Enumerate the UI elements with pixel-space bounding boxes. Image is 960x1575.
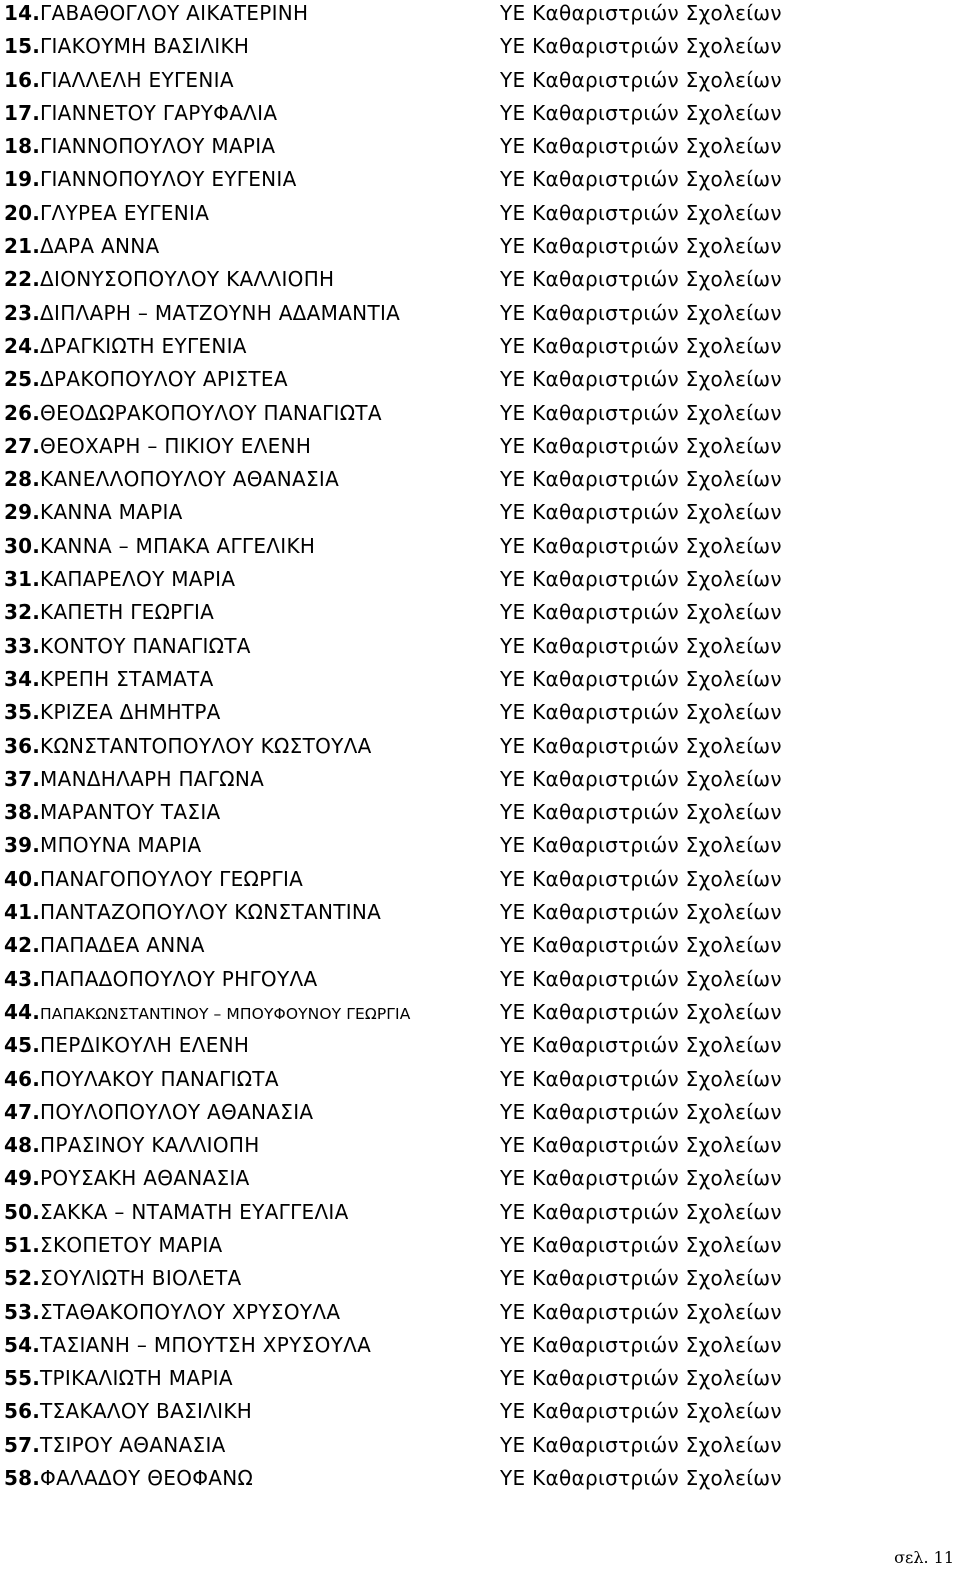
employee-role: ΥΕ Καθαριστριών Σχολείων — [500, 1166, 782, 1191]
employee-role: ΥΕ Καθαριστριών Σχολείων — [500, 1199, 782, 1224]
list-item — [4, 233, 944, 266]
item-number: 28. — [4, 467, 41, 492]
employee-name: ΓΙΑΛΛΕΛΗ ΕΥΓΕΝΙΑ — [40, 67, 234, 92]
employee-name: ΚΩΝΣΤΑΝΤΟΠΟΥΛΟΥ ΚΩΣΤΟΥΛΑ — [40, 733, 372, 758]
list-item — [4, 533, 944, 566]
employee-role: ΥΕ Καθαριστριών Σχολείων — [500, 1466, 782, 1491]
list-item — [4, 400, 944, 433]
employee-name: ΚΡΙΖΕΑ ΔΗΜΗΤΡΑ — [40, 700, 221, 725]
item-number: 37. — [4, 766, 41, 791]
employee-role: ΥΕ Καθαριστριών Σχολείων — [500, 200, 782, 225]
employee-role: ΥΕ Καθαριστριών Σχολείων — [500, 400, 782, 425]
employee-name: ΚΟΝΤΟΥ ΠΑΝΑΓΙΩΤΑ — [40, 633, 251, 658]
employee-name: ΓΙΑΝΝΕΤΟΥ ΓΑΡΥΦΑΛΙΑ — [40, 100, 278, 125]
item-number: 32. — [4, 600, 41, 625]
item-number: 46. — [4, 1066, 41, 1091]
item-number: 30. — [4, 533, 41, 558]
employee-role: ΥΕ Καθαριστριών Σχολείων — [500, 467, 782, 492]
employee-role: ΥΕ Καθαριστριών Σχολείων — [500, 1366, 782, 1391]
list-item — [4, 1066, 944, 1099]
item-number: 44. — [4, 999, 41, 1024]
employee-role: ΥΕ Καθαριστριών Σχολείων — [500, 733, 782, 758]
employee-role: ΥΕ Καθαριστριών Σχολείων — [500, 999, 782, 1024]
list-item — [4, 1365, 944, 1398]
item-number: 36. — [4, 733, 41, 758]
employee-role: ΥΕ Καθαριστριών Σχολείων — [500, 966, 782, 991]
employee-role: ΥΕ Καθαριστριών Σχολείων — [500, 1099, 782, 1124]
item-number: 51. — [4, 1232, 41, 1257]
list-item — [4, 1032, 944, 1065]
employee-name: ΣΚΟΠΕΤΟΥ ΜΑΡΙΑ — [40, 1232, 223, 1257]
list-item — [4, 766, 944, 799]
employee-name: ΤΑΣΙΑΝΗ – ΜΠΟΥΤΣΗ ΧΡΥΣΟΥΛΑ — [40, 1332, 372, 1357]
employee-role: ΥΕ Καθαριστριών Σχολείων — [500, 633, 782, 658]
employee-name: ΘΕΟΔΩΡΑΚΟΠΟΥΛΟΥ ΠΑΝΑΓΙΩΤΑ — [40, 400, 382, 425]
item-number: 40. — [4, 866, 41, 891]
employee-name: ΚΑΝΝΑ – ΜΠΑΚΑ ΑΓΓΕΛΙΚΗ — [40, 533, 316, 558]
list-item — [4, 932, 944, 965]
item-number: 42. — [4, 933, 41, 958]
list-item — [4, 133, 944, 166]
employee-name: ΣΤΑΘΑΚΟΠΟΥΛΟΥ ΧΡΥΣΟΥΛΑ — [40, 1299, 341, 1324]
employee-name: ΚΑΠΑΡΕΛΟΥ ΜΑΡΙΑ — [40, 567, 236, 592]
employee-role: ΥΕ Καθαριστριών Σχολείων — [500, 134, 782, 159]
list-item — [4, 0, 944, 33]
employee-role: ΥΕ Καθαριστριών Σχολείων — [500, 34, 782, 59]
item-number: 34. — [4, 666, 41, 691]
employee-role: ΥΕ Καθαριστριών Σχολείων — [500, 234, 782, 259]
list-item — [4, 1265, 944, 1298]
item-number: 15. — [4, 34, 41, 59]
page-number: σελ. 11 — [894, 1548, 954, 1567]
employee-role: ΥΕ Καθαριστριών Σχολείων — [500, 500, 782, 525]
list-item — [4, 1165, 944, 1198]
employee-name: ΚΑΝΕΛΛΟΠΟΥΛΟΥ ΑΘΑΝΑΣΙΑ — [40, 467, 340, 492]
employee-name: ΓΙΑΝΝΟΠΟΥΛΟΥ ΕΥΓΕΝΙΑ — [40, 167, 297, 192]
list-item — [4, 33, 944, 66]
employee-role: ΥΕ Καθαριστριών Σχολείων — [500, 267, 782, 292]
employee-role: ΥΕ Καθαριστριών Σχολείων — [500, 533, 782, 558]
employee-role: ΥΕ Καθαριστριών Σχολείων — [500, 300, 782, 325]
item-number: 27. — [4, 433, 41, 458]
list-item — [4, 666, 944, 699]
item-number: 39. — [4, 833, 41, 858]
employee-role: ΥΕ Καθαριστριών Σχολείων — [500, 1299, 782, 1324]
employee-name: ΓΙΑΝΝΟΠΟΥΛΟΥ ΜΑΡΙΑ — [40, 134, 276, 159]
item-number: 49. — [4, 1166, 41, 1191]
employee-name: ΠΑΝΤΑΖΟΠΟΥΛΟΥ ΚΩΝΣΤΑΝΤΙΝΑ — [40, 900, 382, 925]
list-item — [4, 832, 944, 865]
list-item — [4, 1432, 944, 1465]
employee-name: ΚΡΕΠΗ ΣΤΑΜΑΤΑ — [40, 666, 214, 691]
item-number: 14. — [4, 1, 41, 25]
item-number: 17. — [4, 100, 41, 125]
item-number: 21. — [4, 234, 41, 259]
employee-role: ΥΕ Καθαριστριών Σχολείων — [500, 433, 782, 458]
employee-role: ΥΕ Καθαριστριών Σχολείων — [500, 900, 782, 925]
item-number: 45. — [4, 1033, 41, 1058]
employee-name: ΡΟΥΣΑΚΗ ΑΘΑΝΑΣΙΑ — [40, 1166, 250, 1191]
item-number: 38. — [4, 800, 41, 825]
list-item — [4, 1132, 944, 1165]
employee-name: ΣΟΥΛΙΩΤΗ ΒΙΟΛΕΤΑ — [40, 1266, 242, 1291]
employee-role: ΥΕ Καθαριστριών Σχολείων — [500, 1033, 782, 1058]
employee-name: ΤΣΑΚΑΛΟΥ ΒΑΣΙΛΙΚΗ — [40, 1399, 253, 1424]
item-number: 57. — [4, 1432, 41, 1457]
employee-role: ΥΕ Καθαριστριών Σχολείων — [500, 600, 782, 625]
list-item — [4, 1299, 944, 1332]
employee-name: ΠΑΠΑΔΟΠΟΥΛΟΥ ΡΗΓΟΥΛΑ — [40, 966, 318, 991]
list-item — [4, 366, 944, 399]
employee-role: ΥΕ Καθαριστριών Σχολείων — [500, 666, 782, 691]
employee-name: ΜΑΝΔΗΛΑΡΗ ΠΑΓΩΝΑ — [40, 766, 265, 791]
item-number: 26. — [4, 400, 41, 425]
item-number: 54. — [4, 1332, 41, 1357]
item-number: 18. — [4, 134, 41, 159]
item-number: 35. — [4, 700, 41, 725]
employee-role: ΥΕ Καθαριστριών Σχολείων — [500, 1232, 782, 1257]
list-item — [4, 966, 944, 999]
list-item — [4, 999, 944, 1032]
item-number: 41. — [4, 900, 41, 925]
employee-name: ΦΑΛΑΔΟΥ ΘΕΟΦΑΝΩ — [40, 1466, 254, 1491]
list-item — [4, 699, 944, 732]
employee-role: ΥΕ Καθαριστριών Σχολείων — [500, 866, 782, 891]
list-item — [4, 599, 944, 632]
employee-name: ΘΕΟΧΑΡΗ – ΠΙΚΙΟΥ ΕΛΕΝΗ — [40, 433, 312, 458]
list-item — [4, 67, 944, 100]
employee-name: ΔΡΑΚΟΠΟΥΛΟΥ ΑΡΙΣΤΕΑ — [40, 367, 288, 392]
list-item — [4, 333, 944, 366]
list-item — [4, 1465, 944, 1498]
list-item — [4, 1398, 944, 1431]
item-number: 25. — [4, 367, 41, 392]
employee-role: ΥΕ Καθαριστριών Σχολείων — [500, 567, 782, 592]
employee-role: ΥΕ Καθαριστριών Σχολείων — [500, 333, 782, 358]
item-number: 43. — [4, 966, 41, 991]
employee-name: ΓΑΒΑΘΟΓΛΟΥ ΑΙΚΑΤΕΡΙΝΗ — [40, 1, 309, 25]
employee-role: ΥΕ Καθαριστριών Σχολείων — [500, 1432, 782, 1457]
list-item — [4, 633, 944, 666]
employee-role: ΥΕ Καθαριστριών Σχολείων — [500, 67, 782, 92]
list-item — [4, 300, 944, 333]
employee-role: ΥΕ Καθαριστριών Σχολείων — [500, 933, 782, 958]
item-number: 29. — [4, 500, 41, 525]
list-item — [4, 166, 944, 199]
item-number: 16. — [4, 67, 41, 92]
item-number: 24. — [4, 333, 41, 358]
list-item — [4, 200, 944, 233]
item-number: 20. — [4, 200, 41, 225]
employee-name: ΔΙΠΛΑΡΗ – ΜΑΤΖΟΥΝΗ ΑΔΑΜΑΝΤΙΑ — [40, 300, 401, 325]
list-item — [4, 100, 944, 133]
employee-name: ΜΑΡΑΝΤΟΥ ΤΑΣΙΑ — [40, 800, 221, 825]
item-number: 58. — [4, 1466, 41, 1491]
employee-name: ΓΛΥΡΕΑ ΕΥΓΕΝΙΑ — [40, 200, 210, 225]
item-number: 50. — [4, 1199, 41, 1224]
employee-name: ΠΡΑΣΙΝΟΥ ΚΑΛΛΙΟΠΗ — [40, 1133, 260, 1158]
employee-role: ΥΕ Καθαριστριών Σχολείων — [500, 1399, 782, 1424]
list-item — [4, 1332, 944, 1365]
employee-role: ΥΕ Καθαριστριών Σχολείων — [500, 167, 782, 192]
item-number: 22. — [4, 267, 41, 292]
item-number: 19. — [4, 167, 41, 192]
employee-name: ΜΠΟΥΝΑ ΜΑΡΙΑ — [40, 833, 202, 858]
list-item — [4, 866, 944, 899]
employee-name: ΠΑΝΑΓΟΠΟΥΛΟΥ ΓΕΩΡΓΙΑ — [40, 866, 304, 891]
employee-role: ΥΕ Καθαριστριών Σχολείων — [500, 766, 782, 791]
list-item — [4, 899, 944, 932]
employee-name: ΚΑΝΝΑ ΜΑΡΙΑ — [40, 500, 183, 525]
employee-role: ΥΕ Καθαριστριών Σχολείων — [500, 1332, 782, 1357]
employee-role: ΥΕ Καθαριστριών Σχολείων — [500, 700, 782, 725]
item-number: 23. — [4, 300, 41, 325]
employee-name: ΠΑΠΑΔΕΑ ΑΝΝΑ — [40, 933, 205, 958]
list-item — [4, 799, 944, 832]
list-item — [4, 566, 944, 599]
employee-role: ΥΕ Καθαριστριών Σχολείων — [500, 367, 782, 392]
employee-name: ΔΡΑΓΚΙΩΤΗ ΕΥΓΕΝΙΑ — [40, 333, 247, 358]
item-number: 31. — [4, 567, 41, 592]
list-item — [4, 1099, 944, 1132]
employee-list — [4, 0, 944, 1498]
employee-name: ΠΕΡΔΙΚΟΥΛΗ ΕΛΕΝΗ — [40, 1033, 250, 1058]
list-item — [4, 433, 944, 466]
employee-role: ΥΕ Καθαριστριών Σχολείων — [500, 1066, 782, 1091]
employee-name: ΤΡΙΚΑΛΙΩΤΗ ΜΑΡΙΑ — [40, 1366, 233, 1391]
employee-name: ΔΑΡΑ ΑΝΝΑ — [40, 234, 160, 259]
employee-name: ΠΟΥΛΟΠΟΥΛΟΥ ΑΘΑΝΑΣΙΑ — [40, 1099, 314, 1124]
employee-role: ΥΕ Καθαριστριών Σχολείων — [500, 833, 782, 858]
employee-name: ΠΟΥΛΑΚΟΥ ΠΑΝΑΓΙΩΤΑ — [40, 1066, 279, 1091]
list-item — [4, 466, 944, 499]
list-item — [4, 1232, 944, 1265]
item-number: 47. — [4, 1099, 41, 1124]
employee-name: ΤΣΙΡΟΥ ΑΘΑΝΑΣΙΑ — [40, 1432, 226, 1457]
list-item — [4, 733, 944, 766]
employee-role: ΥΕ Καθαριστριών Σχολείων — [500, 800, 782, 825]
employee-name: ΓΙΑΚΟΥΜΗ ΒΑΣΙΛΙΚΗ — [40, 34, 250, 59]
list-item — [4, 1199, 944, 1232]
employee-role: ΥΕ Καθαριστριών Σχολείων — [500, 100, 782, 125]
item-number: 56. — [4, 1399, 41, 1424]
employee-role: ΥΕ Καθαριστριών Σχολείων — [500, 1133, 782, 1158]
employee-name: ΠΑΠΑΚΩΝΣΤΑΝΤΙΝΟΥ – ΜΠΟΥΦΟΥΝΟΥ ΓΕΩΡΓΙΑ — [40, 1004, 411, 1023]
list-item — [4, 266, 944, 299]
employee-name: ΚΑΠΕΤΗ ΓΕΩΡΓΙΑ — [40, 600, 215, 625]
item-number: 48. — [4, 1133, 41, 1158]
employee-name: ΔΙΟΝΥΣΟΠΟΥΛΟΥ ΚΑΛΛΙΟΠΗ — [40, 267, 335, 292]
employee-role: ΥΕ Καθαριστριών Σχολείων — [500, 1, 782, 25]
employee-role: ΥΕ Καθαριστριών Σχολείων — [500, 1266, 782, 1291]
item-number: 52. — [4, 1266, 41, 1291]
list-item — [4, 499, 944, 532]
item-number: 55. — [4, 1366, 41, 1391]
employee-name: ΣΑΚΚΑ – ΝΤΑΜΑΤΗ ΕΥΑΓΓΕΛΙΑ — [40, 1199, 349, 1224]
item-number: 53. — [4, 1299, 41, 1324]
item-number: 33. — [4, 633, 41, 658]
